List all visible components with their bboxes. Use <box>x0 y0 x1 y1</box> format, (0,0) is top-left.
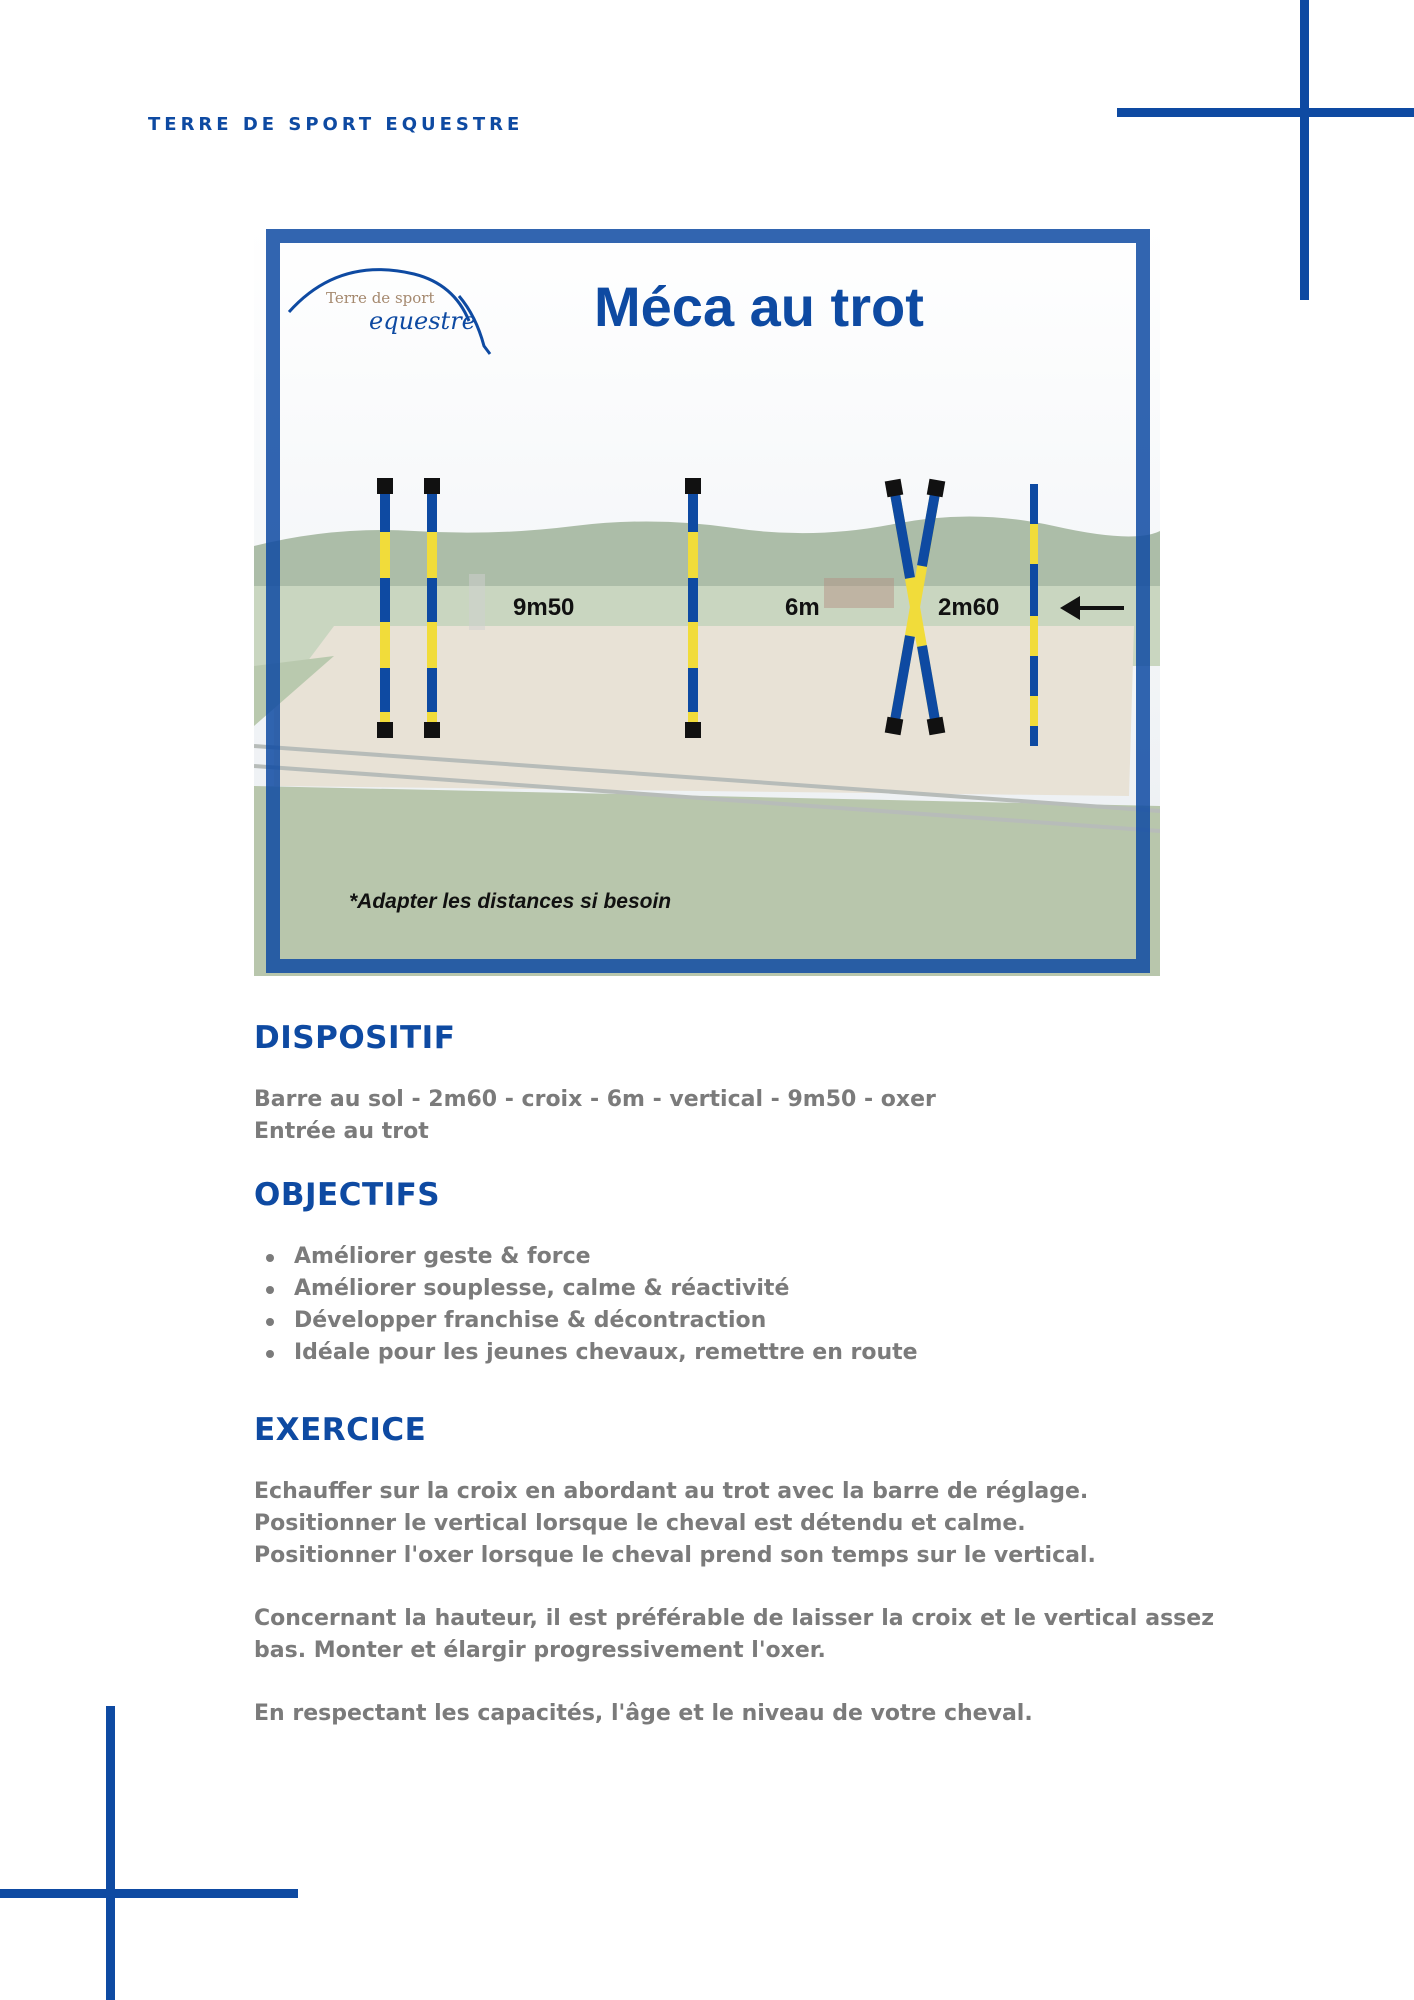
objectifs-heading: OBJECTIFS <box>254 1177 441 1213</box>
objectifs-body <box>254 1241 1214 1369</box>
diagram-note: *Adapter les distances si besoin <box>349 890 672 913</box>
logo-text-2: equestre <box>369 307 476 335</box>
exercice-paragraph-2: Concernant la hauteur, il est préférable de laisser la croix et le vertical assez bas. Monter et élargir progressivement l'oxer. <box>254 1606 1214 1663</box>
ground-pole <box>1030 484 1038 746</box>
exercice-line-1: Echauffer sur la croix en abordant au trot avec la barre de réglage. <box>254 1479 1089 1504</box>
distance-label-6m: 6m <box>785 594 820 621</box>
distance-label-9m50: 9m50 <box>513 594 575 621</box>
corner-cross-bottom-vertical <box>106 1706 115 2000</box>
dispositif-body <box>254 1084 1214 1148</box>
exercice-line-2: Positionner le vertical lorsque le cheval est détendu et calme. <box>254 1511 1026 1536</box>
sand-arena <box>274 626 1134 796</box>
objectifs-section <box>254 1177 1214 1213</box>
brand-header: TERRE DE SPORT EQUESTRE <box>148 114 524 135</box>
exercice-section <box>254 1412 1214 1448</box>
exercice-line-3: Positionner l'oxer lorsque le cheval prend son temps sur le vertical. <box>254 1543 1096 1568</box>
corner-cross-top-vertical <box>1300 0 1309 300</box>
corner-cross-top-horizontal <box>1117 108 1414 117</box>
logo-text-1: Terre de sport <box>326 289 435 307</box>
list-item: Améliorer geste & force <box>254 1241 1214 1273</box>
diagram-title: Méca au trot <box>594 275 924 338</box>
exercice-paragraph-3: En respectant les capacités, l'âge et le niveau de votre cheval. <box>254 1701 1033 1726</box>
list-item: Idéale pour les jeunes chevaux, remettre en route <box>254 1337 1214 1369</box>
exercice-heading: EXERCICE <box>254 1412 427 1448</box>
grass-front <box>254 786 1160 976</box>
list-item: Améliorer souplesse, calme & réactivité <box>254 1273 1214 1305</box>
distance-label-2m60: 2m60 <box>938 594 1000 621</box>
exercise-diagram <box>254 226 1160 976</box>
exercice-body <box>254 1476 1214 1730</box>
list-item: Développer franchise & décontraction <box>254 1305 1214 1337</box>
dispositif-section <box>254 1020 1214 1056</box>
corner-cross-bottom-horizontal <box>0 1889 298 1898</box>
dispositif-heading: DISPOSITIF <box>254 1020 456 1056</box>
dispositif-line-2: Entrée au trot <box>254 1119 429 1144</box>
shelter-roof <box>824 578 894 608</box>
floodlight-post <box>469 574 485 630</box>
objectifs-list <box>254 1241 1214 1369</box>
dispositif-line-1: Barre au sol - 2m60 - croix - 6m - vertical - 9m50 - oxer <box>254 1087 936 1112</box>
